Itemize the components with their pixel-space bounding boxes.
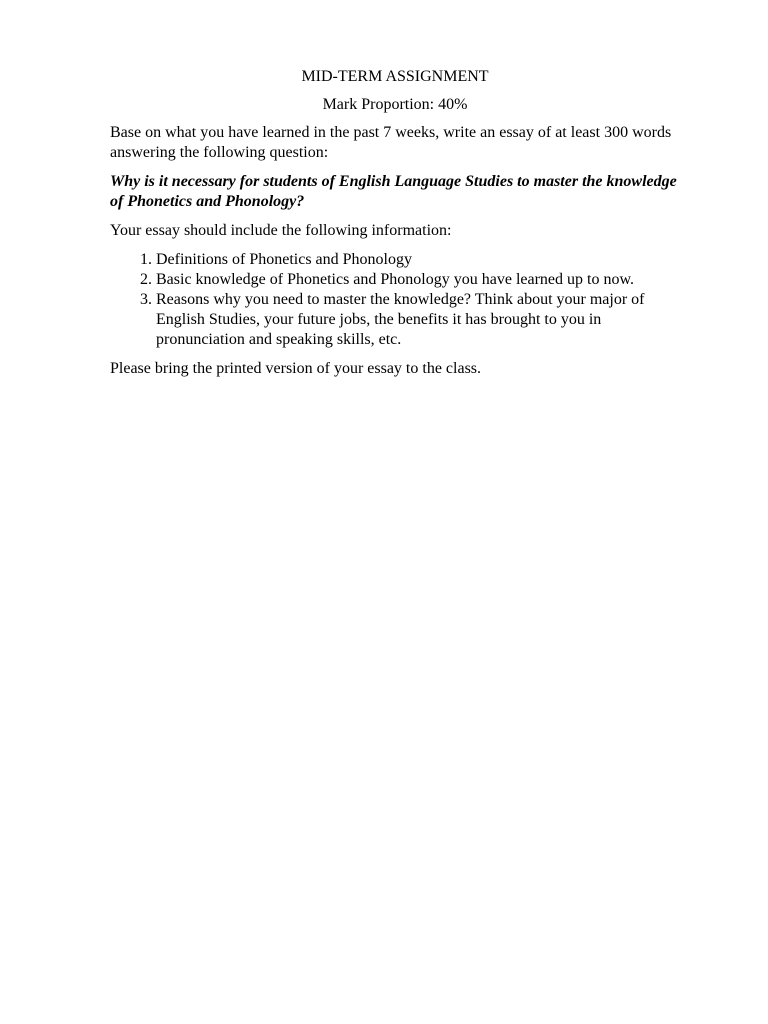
requirements-list [110, 250, 680, 350]
closing-paragraph: Please bring the printed version of your essay to the class. [110, 360, 482, 377]
list-item: 1. Definitions of Phonetics and Phonology [156, 250, 680, 270]
include-intro: Your essay should include the following information: [110, 222, 452, 239]
document-body [110, 67, 680, 388]
intro-paragraph: Base on what you have learned in the past 7 weeks, write an essay of at least 300 words answering the following question: [110, 124, 672, 161]
list-item: 2. Basic knowledge of Phonetics and Phonology you have learned up to now. [156, 270, 680, 290]
document-title: MID-TERM ASSIGNMENT [301, 68, 489, 85]
mark-proportion: Mark Proportion: 40% [322, 96, 468, 113]
list-item: 3. Reasons why you need to master the knowledge? Think about your major of English Studies, your future jobs, the benefits it has brought to you in pronunciation and speaking skills, etc. [156, 290, 680, 350]
essay-question: Why is it necessary for students of English Language Studies to master the knowledge of Phonetics and Phonology? [110, 173, 677, 210]
